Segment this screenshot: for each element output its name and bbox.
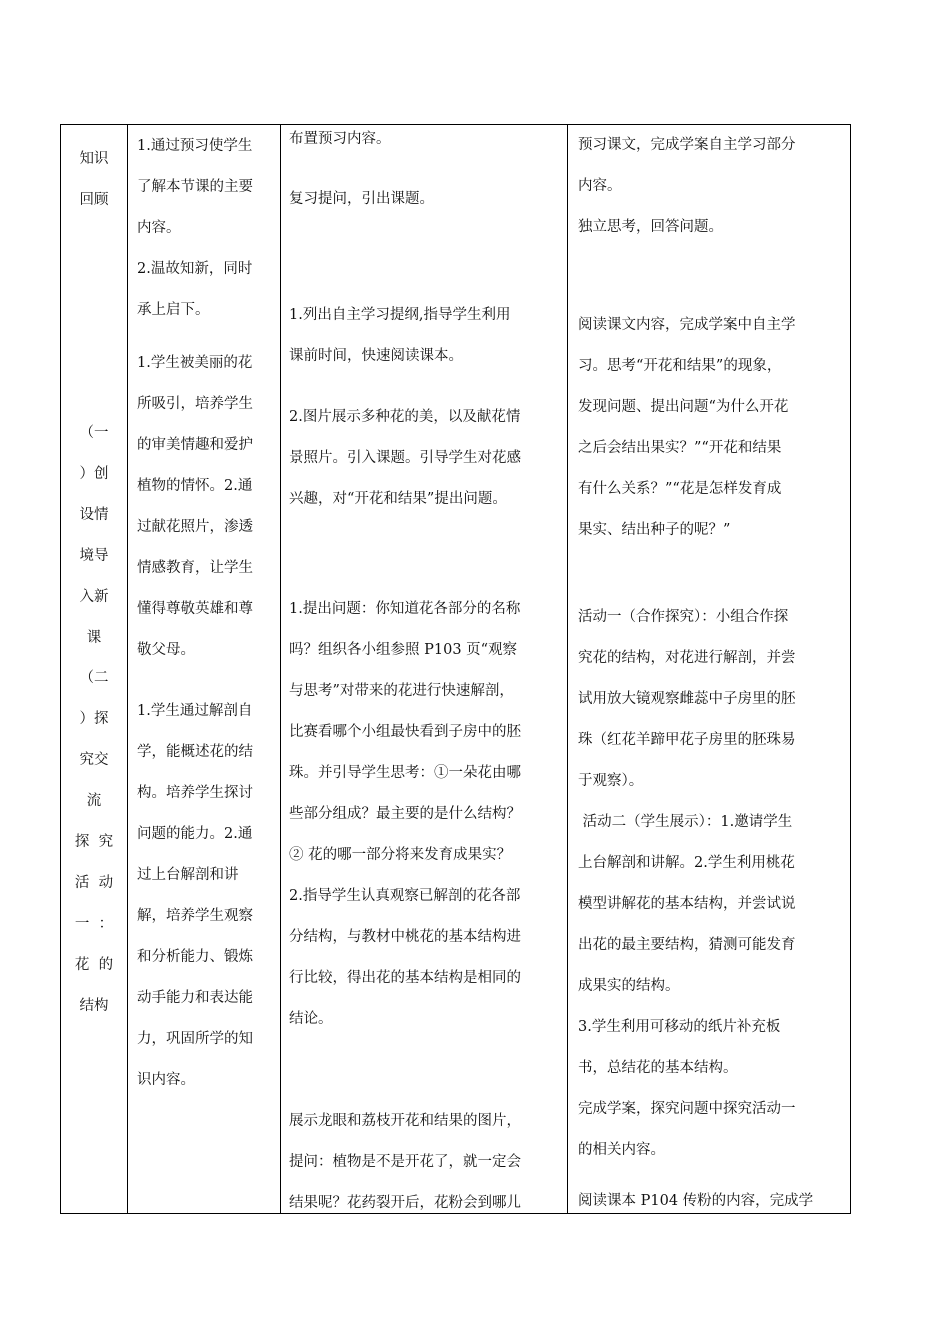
teacher-explore: 1.提出问题：你知道花各部分的名称 吗？组织各小组参照 P103 页“观察 与思考”对带来的花进行快速解剖， 比赛看哪个小组最快看到子房中的胚 珠。并引导学生思考：①一朵花由哪 些部分组成？最主要的是什么结构？ ② 花的哪一部分将来发育成果实？ 2.指导学生认真观察已解剖的花各部 分结构，与教材中桃花的基本结构进 行比较，得出花的基本结构是相同的 结论。 [289, 601, 521, 1027]
teacher-activity-column [281, 125, 568, 1214]
teacher-intro-1: 1.列出自主学习提纲,指导学生利用 课前时间，快速阅读课本。 [289, 307, 511, 364]
table-row [61, 125, 851, 1214]
stage-knowledge-review: 知识 回顾 [79, 151, 109, 208]
student-pollination: 阅读课本 P104 传粉的内容，完成学 [578, 1193, 814, 1209]
teacher-intro-2: 2.图片展示多种花的美，以及献花情 景照片。引入课题。引导学生对花感 兴趣，对“开花和结果”提出问题。 [289, 409, 521, 507]
student-preview: 预习课文，完成学案自主学习部分 内容。 独立思考，回答问题。 [578, 137, 796, 235]
teacher-preview: 布置预习内容。 [289, 131, 391, 147]
student-activity-column [568, 125, 851, 1214]
student-explore: 活动一（合作探究）：小组合作探 究花的结构，对花进行解剖，并尝 试用放大镜观察雌蕊中子房里的胚 珠（红花羊蹄甲花子房里的胚珠易 于观察）。 活动二（学生展示）：1.邀请学生 上台解剖和讲解。2.学生利用桃花 模型讲解花的基本结构，并尝试说 出花的最主要结构，猜测可能发育 成果实的结构。 3.学生利用可移动的纸片补充板 书，总结花的基本结构。 完成学案，探究问题中探究活动一 的相关内容。 [578, 609, 796, 1158]
goal-explore: 1.学生通过解剖自 学，能概述花的结 构。培养学生探讨 问题的能力。2.通 过上台解剖和讲 解，培养学生观察 和分析能力、锻炼 动手能力和表达能 力，巩固所学的知 识内容。 [137, 703, 253, 1088]
goal-intro: 1.学生被美丽的花 所吸引，培养学生 的审美情趣和爱护 植物的情怀。2.通 过献花照片，渗透 情感教育，让学生 懂得尊敬英雄和尊 敬父母。 [137, 355, 253, 658]
lesson-plan-table [60, 124, 851, 1214]
stage-explore: （二 ）探 究交 流 探 究 活 动 一 ： 花 的 结构 [74, 670, 114, 1014]
student-intro: 阅读课文内容，完成学案中自主学 习。思考“开花和结果”的现象， 发现问题、提出问题“为什么开花 之后会结出果实？”“开花和结果 有什么关系？”“花是怎样发育成 果实、结出种子的呢？” [578, 317, 796, 538]
stage-column [61, 125, 128, 1214]
teacher-review: 复习提问，引出课题。 [289, 191, 434, 207]
stage-intro: （一 ）创 设情 境导 入新 课 [79, 425, 109, 646]
goal-review: 1.通过预习使学生 了解本节课的主要 内容。 2.温故知新，同时 承上启下。 [137, 138, 253, 318]
teacher-pollination: 展示龙眼和荔枝开花和结果的图片， 提问：植物是不是开花了，就一定会 结果呢？花药裂开后，花粉会到哪儿 [289, 1113, 521, 1211]
goals-column [128, 125, 281, 1214]
